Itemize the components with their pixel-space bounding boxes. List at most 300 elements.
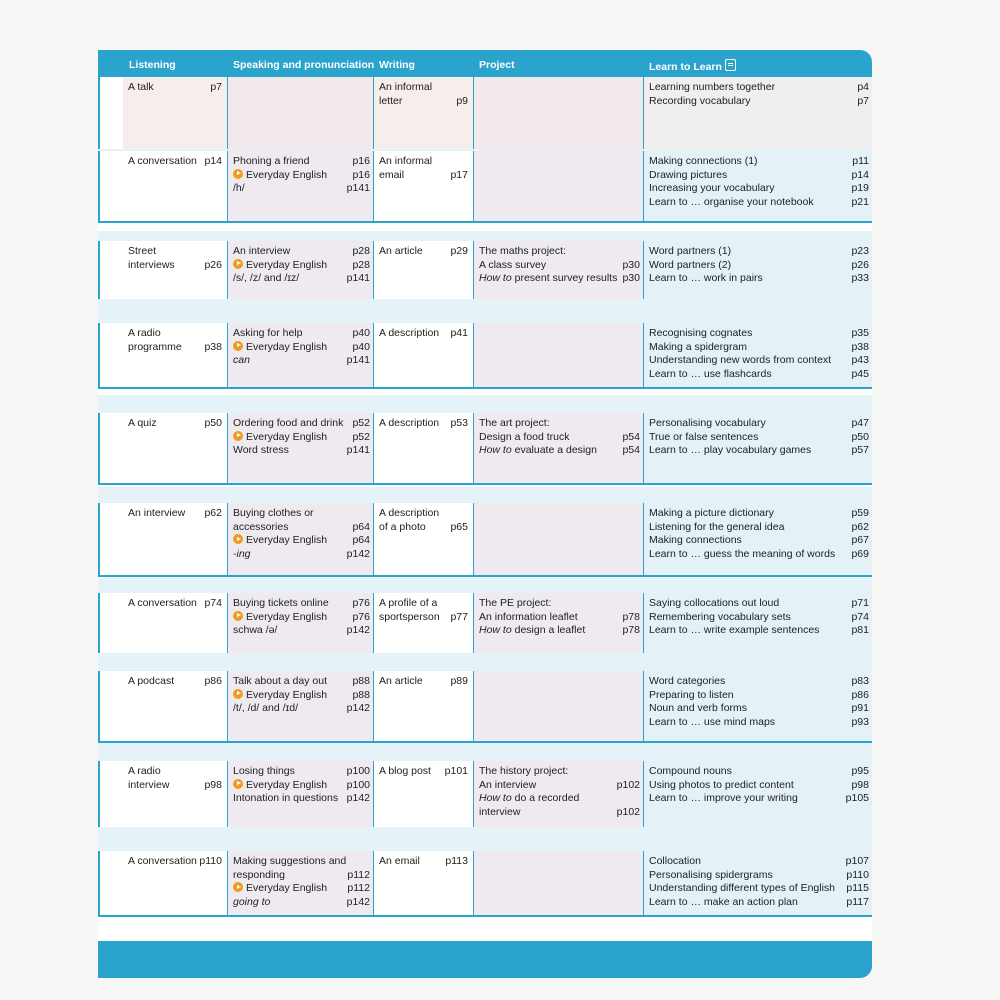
cell-speaking [228, 413, 374, 485]
cell-speaking [228, 77, 374, 151]
header-writing: Writing [379, 59, 415, 71]
entry-text: Making a picture dictionary [649, 507, 774, 519]
page-number: p19 [851, 182, 869, 195]
play-circle-icon[interactable] [233, 431, 243, 441]
header-learn-to-learn [649, 59, 736, 73]
page-number: p45 [851, 368, 869, 381]
cell-writing [374, 323, 474, 389]
page-number: p50 [204, 417, 222, 429]
entry-line [479, 245, 640, 259]
entry-line [379, 245, 470, 259]
entry-text: interview [479, 806, 521, 819]
table-row [98, 503, 872, 577]
page-number: p110 [846, 868, 869, 881]
entry-text: Learn to … use mind maps [649, 716, 776, 729]
page-number: p76 [352, 597, 370, 609]
entry-line [649, 765, 869, 779]
page-number: p89 [450, 675, 468, 687]
page-number: p83 [851, 675, 869, 687]
header-learn-label: Learn to Learn [649, 61, 722, 73]
page-number: p11 [852, 155, 869, 167]
page-number: p57 [851, 444, 869, 457]
page-number: p62 [204, 507, 222, 519]
page-number: p62 [851, 520, 869, 533]
entry-text: can [233, 354, 250, 367]
entry-text: programme [128, 340, 182, 353]
entry-text: A description [379, 507, 440, 519]
entry-text: An interview [128, 507, 186, 519]
entry-text: Preparing to listen [649, 688, 734, 701]
entry-line [649, 702, 869, 716]
cell-listening [123, 671, 228, 743]
entry-text-italic: How to [479, 444, 512, 457]
page-number: p50 [851, 430, 869, 443]
page-number: p28 [352, 245, 370, 257]
page-number: p77 [450, 610, 468, 623]
entry-line [379, 855, 470, 869]
page-number: p81 [851, 624, 869, 637]
cell-project [474, 761, 644, 833]
learn-to-learn-icon [725, 59, 736, 71]
page-number: p7 [210, 81, 222, 93]
page-number: p102 [616, 778, 640, 791]
page-number: p54 [622, 444, 640, 457]
cell-writing [374, 851, 474, 917]
cell-speaking [228, 593, 374, 656]
entry-line [649, 182, 869, 196]
entry-line [649, 95, 869, 109]
page-number: p78 [622, 624, 640, 637]
entry-text: Increasing your vocabulary [649, 182, 775, 195]
cell-project [474, 151, 644, 223]
entry-line [649, 507, 869, 521]
page-number: p59 [851, 507, 869, 519]
entry-text: Compound nouns [649, 765, 732, 777]
cell-writing [374, 77, 474, 151]
play-circle-icon[interactable] [233, 611, 243, 621]
page-number: p52 [352, 417, 370, 429]
entry-text: Using photos to predict content [649, 778, 794, 791]
entry-line [128, 327, 224, 341]
entry-text: Talk about a day out [233, 675, 327, 687]
cell-speaking [228, 503, 374, 577]
entry-line [649, 779, 869, 793]
entry-text: A conversation [128, 597, 197, 609]
entry-text: Losing things [233, 765, 295, 777]
page-number: p74 [204, 597, 222, 609]
entry-line [379, 597, 470, 611]
entry-line [128, 417, 224, 431]
entry-text: The art project: [479, 417, 550, 429]
entry-line [479, 779, 640, 793]
page-number: p141 [346, 182, 370, 195]
cell-speaking [228, 671, 374, 743]
entry-text: A description [379, 327, 440, 339]
page-number: p64 [352, 520, 370, 533]
header-listening: Listening [129, 59, 176, 71]
page-number: p71 [851, 597, 869, 609]
entry-line [649, 272, 869, 286]
entry-text: Everyday English [246, 610, 328, 623]
entry-line [479, 806, 640, 820]
cell-listening [123, 151, 228, 223]
entry-text: A blog post [379, 765, 431, 777]
page-number: p78 [622, 610, 640, 623]
cell-listening [123, 77, 228, 151]
cell-project [474, 503, 644, 577]
page-number: p7 [857, 94, 869, 107]
entry-text: Buying clothes or [233, 507, 314, 519]
cell-listening [123, 851, 228, 917]
contents-table [98, 50, 872, 978]
cell-listening [123, 593, 228, 656]
cell-project [474, 593, 644, 656]
play-circle-icon[interactable] [233, 341, 243, 351]
entry-text: Everyday English [246, 340, 328, 353]
cell-learn [644, 671, 872, 743]
entry-line [379, 417, 470, 431]
entry-line [233, 259, 370, 273]
entry-text: schwa /ə/ [233, 624, 278, 637]
entry-line [128, 259, 224, 273]
page-number: p23 [851, 245, 869, 257]
entry-line [649, 611, 869, 625]
page-number: p30 [622, 272, 640, 285]
entry-line [233, 354, 370, 368]
page-number: p100 [346, 765, 370, 777]
page-number: p69 [851, 548, 869, 561]
entry-line [649, 896, 869, 910]
entry-line [649, 597, 869, 611]
page-number: p141 [346, 444, 370, 457]
entry-line [233, 548, 370, 562]
cell-learn [644, 761, 872, 833]
entry-line [233, 765, 370, 779]
table-row [98, 323, 872, 389]
page-number: p21 [851, 196, 869, 209]
entry-text: Understanding different types of English [649, 882, 836, 895]
entry-text: Collocation [649, 855, 701, 867]
entry-text: interviews [128, 258, 175, 271]
page-number: p52 [352, 430, 370, 443]
entry-text: Making suggestions and [233, 855, 347, 867]
page-number: p105 [845, 792, 869, 805]
page-number: p98 [851, 778, 869, 791]
entry-text: Ordering food and drink [233, 417, 344, 429]
page-number: p40 [352, 327, 370, 339]
page-number: p86 [204, 675, 222, 687]
cell-writing [374, 413, 474, 485]
page-number: p112 [347, 882, 370, 895]
entry-line [128, 507, 224, 521]
entry-line [233, 431, 370, 445]
entry-line [479, 444, 640, 458]
page-number: p142 [346, 548, 370, 561]
cell-speaking [228, 151, 374, 223]
entry-text: A conversation [128, 155, 197, 167]
entry-text: Everyday English [246, 534, 328, 547]
table-row [98, 77, 872, 151]
page-number: p29 [450, 245, 468, 257]
table-row [98, 761, 872, 833]
page-number: p115 [846, 882, 869, 895]
entry-line [479, 259, 640, 273]
page-number: p113 [445, 855, 468, 867]
entry-text: Making connections (1) [649, 155, 758, 167]
entry-text: Learn to … make an action plan [649, 896, 798, 909]
entry-text: Word categories [649, 675, 726, 687]
entry-line [379, 507, 470, 521]
page-number: p76 [352, 610, 370, 623]
page-number: p88 [352, 688, 370, 701]
cell-speaking [228, 761, 374, 833]
entry-line [649, 855, 869, 869]
page-number: p26 [204, 258, 222, 271]
entry-line [128, 675, 224, 689]
entry-line [233, 855, 370, 869]
cell-learn [644, 323, 872, 389]
entry-line [649, 155, 869, 169]
entry-text: The PE project: [479, 597, 552, 609]
entry-line [233, 417, 370, 431]
cell-learn [644, 413, 872, 485]
page-number: p4 [857, 81, 869, 93]
cell-learn [644, 503, 872, 577]
entry-text: A quiz [128, 417, 157, 429]
entry-text: /h/ [233, 182, 245, 195]
page-number: p67 [851, 534, 869, 547]
cell-project [474, 77, 644, 151]
entry-text: Learning numbers together [649, 81, 776, 93]
page-number: p16 [352, 155, 370, 167]
entry-text: Learn to … guess the meaning of words [649, 548, 836, 561]
entry-line [128, 81, 224, 95]
entry-line [649, 431, 869, 445]
entry-text: sportsperson [379, 610, 440, 623]
entry-line [649, 792, 869, 806]
entry-line [233, 341, 370, 355]
page-number: p38 [204, 340, 222, 353]
page-number: p14 [204, 155, 222, 167]
entry-line [233, 779, 370, 793]
entry-text: Word partners (2) [649, 258, 732, 271]
page-number: p86 [851, 688, 869, 701]
entry-text: going to [233, 896, 271, 909]
entry-line [379, 521, 470, 535]
entry-text: An article [379, 245, 423, 257]
entry-text: of a photo [379, 520, 426, 533]
entry-text: Design a food truck [479, 430, 570, 443]
entry-text: An interview [233, 245, 291, 257]
entry-line [233, 597, 370, 611]
entry-line [233, 327, 370, 341]
cell-writing [374, 671, 474, 743]
entry-line [233, 882, 370, 896]
page-number: p142 [346, 624, 370, 637]
entry-text: A description [379, 417, 440, 429]
page-number: p98 [204, 778, 222, 791]
entry-line [233, 611, 370, 625]
row-separator [98, 827, 872, 851]
table-row [98, 151, 872, 223]
entry-line [379, 81, 470, 95]
entry-text: Learn to … write example sentences [649, 624, 820, 637]
entry-line [233, 444, 370, 458]
entry-text: An informal [379, 81, 433, 93]
table-row [98, 413, 872, 485]
entry-line [233, 624, 370, 638]
entry-line [479, 417, 640, 431]
entry-line [233, 169, 370, 183]
entry-line [128, 155, 224, 169]
page-number: p93 [851, 716, 869, 729]
cell-listening [123, 761, 228, 833]
entry-text: Everyday English [246, 258, 328, 271]
entry-line [479, 765, 640, 779]
entry-line [233, 155, 370, 169]
entry-text: Remembering vocabulary sets [649, 610, 791, 623]
entry-line [233, 521, 370, 535]
cell-project [474, 413, 644, 485]
entry-text: /s/, /z/ and /ɪz/ [233, 272, 300, 285]
entry-text: Saying collocations out loud [649, 597, 780, 609]
entry-text: The history project: [479, 765, 569, 777]
entry-text: The maths project: [479, 245, 566, 257]
cell-writing [374, 151, 474, 223]
entry-text: A profile of a [379, 597, 438, 609]
page-number: p14 [851, 168, 869, 181]
entry-text: Learn to … play vocabulary games [649, 444, 812, 457]
play-circle-icon[interactable] [233, 259, 243, 269]
row-separator [98, 299, 872, 323]
page-number: p65 [450, 520, 468, 533]
entry-text: A radio [128, 327, 161, 339]
entry-text: Drawing pictures [649, 168, 728, 181]
page-number: p47 [851, 417, 869, 429]
entry-line [379, 611, 470, 625]
table-row [98, 851, 872, 917]
entry-text: A radio [128, 765, 161, 777]
entry-line [379, 327, 470, 341]
page-number: p107 [845, 855, 869, 867]
play-circle-icon[interactable] [233, 169, 243, 179]
page-number: p117 [846, 896, 869, 909]
entry-line [649, 245, 869, 259]
row-separator [98, 743, 872, 761]
entry-line [479, 792, 640, 806]
entry-line [233, 869, 370, 883]
entry-text: email [379, 168, 405, 181]
entry-text: Learn to … organise your notebook [649, 196, 814, 209]
entry-line [233, 702, 370, 716]
play-circle-icon[interactable] [233, 689, 243, 699]
cell-listening [123, 413, 228, 485]
cell-speaking [228, 323, 374, 389]
row-separator [98, 578, 872, 593]
entry-text-italic: How to [479, 624, 512, 637]
entry-text: An email [379, 855, 420, 867]
entry-text-italic: How to [479, 272, 512, 285]
cell-listening [123, 503, 228, 577]
page-number: p142 [346, 702, 370, 715]
entry-line [128, 597, 224, 611]
page-number: p35 [851, 327, 869, 339]
table-header [98, 50, 872, 77]
table-row [98, 671, 872, 743]
cell-learn [644, 151, 872, 223]
entry-line [649, 716, 869, 730]
entry-text: An informal [379, 155, 433, 167]
table-row [98, 593, 872, 656]
entry-text: evaluate a design [511, 444, 597, 457]
page-number: p142 [346, 896, 370, 909]
entry-line [233, 896, 370, 910]
entry-line [649, 196, 869, 210]
page-number: p41 [450, 327, 468, 339]
entry-line [233, 245, 370, 259]
page-number: p43 [851, 354, 869, 367]
cell-learn [644, 593, 872, 656]
entry-text: A conversation [128, 855, 197, 867]
play-circle-icon[interactable] [233, 779, 243, 789]
page-number: p142 [346, 792, 370, 805]
page-number: p101 [444, 765, 468, 777]
page-number: p110 [199, 855, 222, 867]
play-circle-icon[interactable] [233, 882, 243, 892]
cell-writing [374, 761, 474, 833]
entry-line [233, 272, 370, 286]
cell-writing [374, 593, 474, 656]
entry-text: -ing [233, 548, 251, 561]
play-circle-icon[interactable] [233, 534, 243, 544]
entry-text: accessories [233, 520, 289, 533]
entry-line [379, 675, 470, 689]
entry-text: Recording vocabulary [649, 94, 751, 107]
entry-line [649, 689, 869, 703]
footer-bar [98, 941, 872, 978]
entry-line [649, 548, 869, 562]
entry-line [649, 169, 869, 183]
cell-listening [123, 323, 228, 389]
entry-text: An information leaflet [479, 610, 578, 623]
header-project: Project [479, 59, 515, 71]
entry-line [649, 521, 869, 535]
entry-text: Personalising vocabulary [649, 417, 766, 429]
page-number: p141 [346, 272, 370, 285]
row-separator [98, 231, 872, 241]
entry-line [649, 882, 869, 896]
page-number: p30 [622, 258, 640, 271]
entry-line [128, 245, 224, 259]
page-number: p40 [352, 340, 370, 353]
entry-text: Listening for the general idea [649, 520, 785, 533]
entry-text: Learn to … improve your writing [649, 792, 798, 805]
entry-line [479, 624, 640, 638]
entry-line [649, 259, 869, 273]
entry-line [233, 792, 370, 806]
entry-line [649, 534, 869, 548]
page-number: p74 [851, 610, 869, 623]
entry-text: Recognising cognates [649, 327, 753, 339]
cell-learn [644, 77, 872, 151]
page-number: p28 [352, 258, 370, 271]
entry-line [649, 444, 869, 458]
entry-line [479, 272, 640, 286]
page-number: p102 [616, 806, 640, 819]
cell-project [474, 323, 644, 389]
entry-line [479, 611, 640, 625]
entry-text: /t/, /d/ and /ɪd/ [233, 702, 299, 715]
